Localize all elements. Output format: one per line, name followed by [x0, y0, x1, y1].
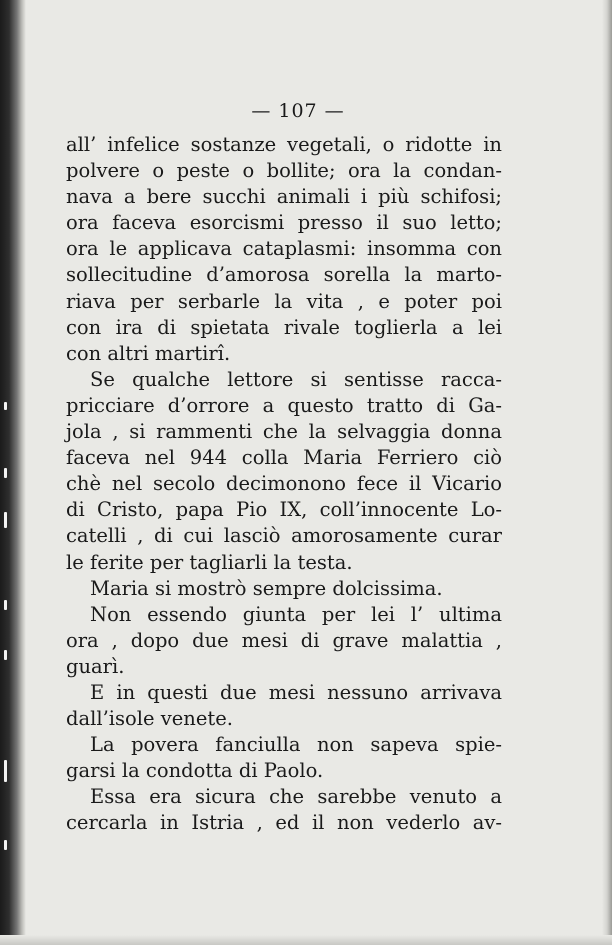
- gutter-mark: [4, 840, 7, 850]
- text-line: catelli , di cui lasciò amorosamente curar: [66, 524, 502, 548]
- text-line: Se qualche lettore si sentisse racca-: [90, 367, 502, 391]
- text-line: garsi la condotta di Paolo.: [66, 759, 324, 783]
- book-gutter-shadow: [0, 0, 26, 945]
- text-line: jola , si rammenti che la selvaggia donna: [66, 420, 502, 444]
- text-line: E in questi due mesi nessuno arrivava: [90, 680, 502, 704]
- page-number: — 107 —: [251, 100, 345, 122]
- gutter-mark: [4, 650, 7, 660]
- text-line: riava per serbarle la vita , e poter poi: [66, 289, 502, 313]
- text-line: con ira di spietata rivale toglierla a lei: [66, 315, 502, 339]
- text-line: ora , dopo due mesi di grave malattia ,: [66, 628, 502, 652]
- book-page: [66, 96, 502, 837]
- text-line: Maria si mostrò sempre dolcissima.: [90, 576, 443, 600]
- text-line: le ferite per tagliarli la testa.: [66, 550, 353, 574]
- text-line: di Cristo, papa Pio IX, coll’innocente Lo-: [66, 498, 502, 522]
- text-line: faceva nel 944 colla Maria Ferriero ciò: [66, 446, 502, 470]
- text-line: ora faceva esorcismi presso il suo letto;: [66, 211, 502, 235]
- text-line: chè nel secolo decimonono fece il Vicario: [66, 472, 502, 496]
- text-line: pricciare d’orrore a questo tratto di Ga-: [66, 393, 502, 417]
- text-line: nava a bere succhi animali i più schifosi;: [66, 185, 502, 209]
- text-line: all’ infelice sostanze vegetali, o ridotte in: [66, 133, 502, 156]
- gutter-mark: [4, 512, 7, 528]
- text-line: cercarla in Istria , ed il non vederlo av-: [66, 811, 502, 835]
- gutter-mark: [4, 402, 7, 410]
- text-line: polvere o peste o bollite; ora la condan-: [66, 159, 502, 183]
- page-bottom-edge: [0, 935, 612, 945]
- page-right-edge: [602, 0, 612, 945]
- page-body: [66, 132, 502, 837]
- text-line: con altri martirî.: [66, 341, 231, 365]
- text-line: dall’isole venete.: [66, 707, 233, 731]
- text-line: sollecitudine d’amorosa sorella la marto-: [66, 263, 502, 287]
- text-line: La povera fanciulla non sapeva spie-: [90, 733, 502, 757]
- text-line: guarì.: [66, 654, 125, 678]
- text-line: Essa era sicura che sarebbe venuto a: [90, 785, 502, 809]
- gutter-mark: [4, 760, 7, 782]
- text-line: Non essendo giunta per lei l’ ultima: [90, 602, 502, 626]
- gutter-mark: [4, 600, 7, 610]
- gutter-mark: [4, 468, 7, 478]
- text-line: ora le applicava cataplasmi: insomma con: [66, 237, 502, 261]
